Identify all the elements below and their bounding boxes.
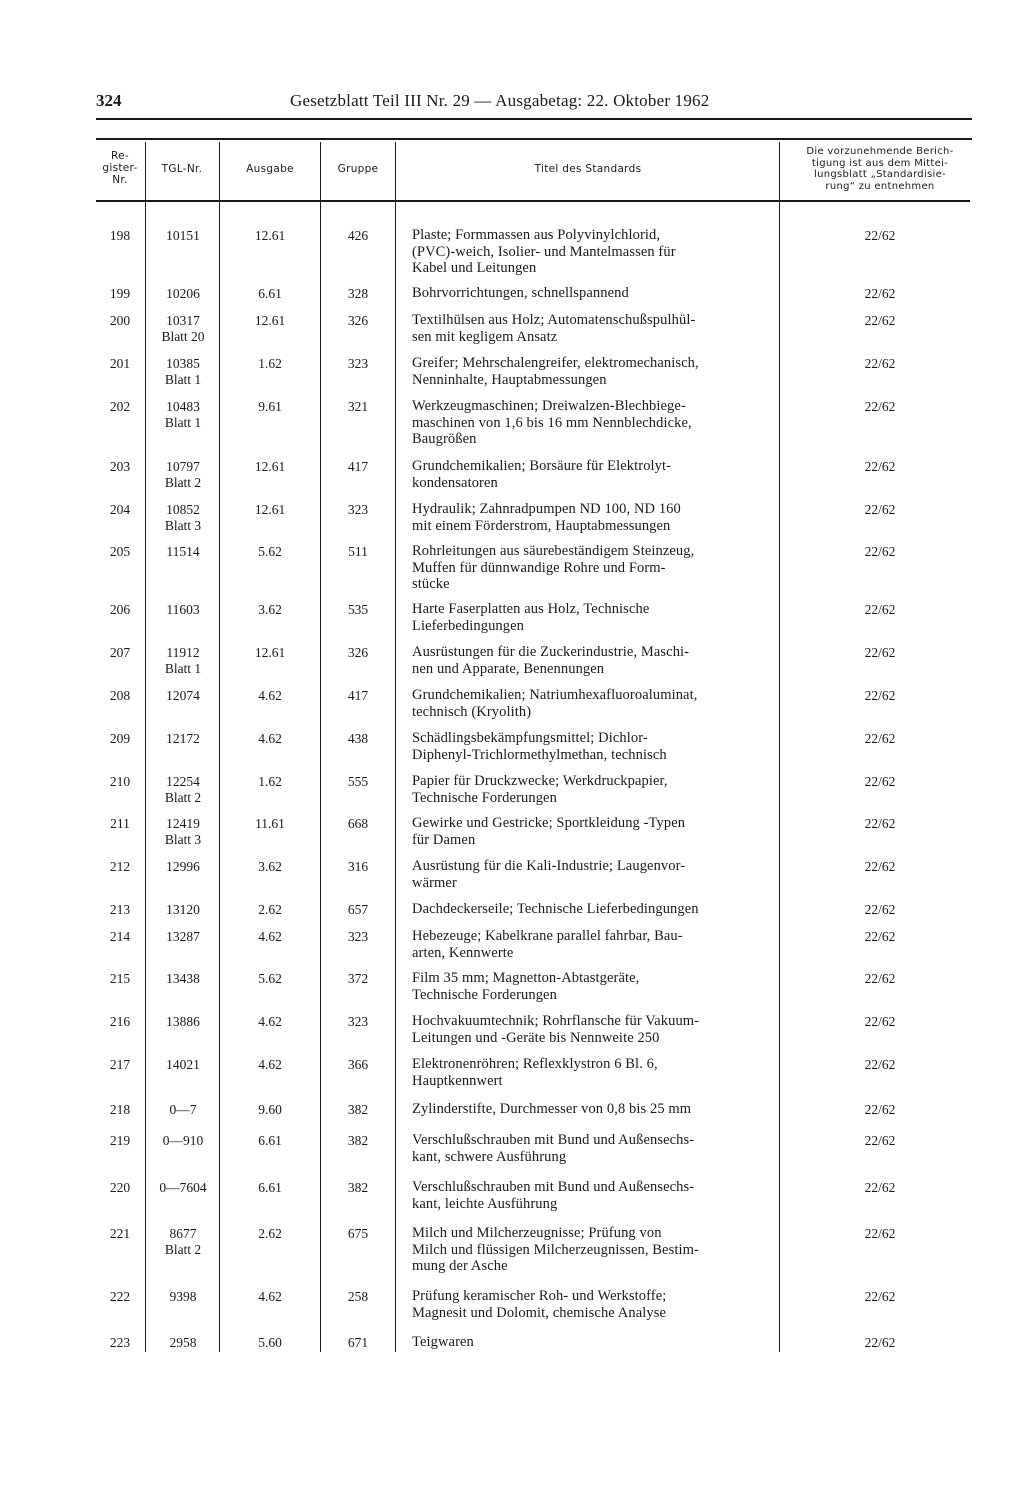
ausgabe: 1.62 xyxy=(258,356,282,371)
standard-title: Rohrleitungen aus säurebeständigem Steinzeug, Muffen für dünnwandige Rohre und Form- stücke xyxy=(412,543,695,592)
gruppe: 535 xyxy=(347,602,369,617)
standard-title: Werkzeugmaschinen; Dreiwalzen-Blechbiege- maschinen von 1,6 bis 16 mm Nennblechdicke, Baugrößen xyxy=(412,398,692,447)
gruppe: 511 xyxy=(348,544,368,559)
tgl-number: 0—7604 xyxy=(159,1180,207,1195)
berichtigung: 22/62 xyxy=(864,859,896,874)
berichtigung: 22/62 xyxy=(864,902,896,917)
register-number: 198 xyxy=(109,228,131,243)
berichtigung: 22/62 xyxy=(864,1335,896,1350)
register-number: 222 xyxy=(109,1289,131,1304)
ausgabe: 5.62 xyxy=(258,544,282,559)
ausgabe: 4.62 xyxy=(258,1014,282,1029)
register-number: 202 xyxy=(109,399,131,414)
column-divider xyxy=(219,142,220,1352)
table-header-bottom-rule xyxy=(96,200,970,202)
ausgabe: 12.61 xyxy=(254,459,286,474)
standard-title: Verschlußschrauben mit Bund und Außensechs- kant, leichte Ausführung xyxy=(412,1179,695,1212)
register-number: 223 xyxy=(109,1335,131,1350)
tgl-number: 10317 Blatt 20 xyxy=(161,313,205,344)
ausgabe: 5.62 xyxy=(258,971,282,986)
ausgabe: 9.60 xyxy=(258,1102,282,1117)
standard-title: Harte Faserplatten aus Holz, Technische Lieferbedingungen xyxy=(412,601,650,634)
register-number: 215 xyxy=(109,971,131,986)
register-number: 210 xyxy=(109,774,131,789)
tgl-number: 10385 Blatt 1 xyxy=(164,356,202,387)
tgl-number: 10206 xyxy=(166,286,200,301)
register-number: 209 xyxy=(109,731,131,746)
berichtigung: 22/62 xyxy=(864,774,896,789)
standard-title: Zylinderstifte, Durchmesser von 0,8 bis 25 mm xyxy=(412,1101,692,1117)
gruppe: 316 xyxy=(347,859,369,874)
standard-title: Schädlingsbekämpfungsmittel; Dichlor- Diphenyl-Trichlormethylmethan, technisch xyxy=(412,730,667,763)
register-number: 206 xyxy=(109,602,131,617)
berichtigung: 22/62 xyxy=(864,816,896,831)
standard-title: Hydraulik; Zahnradpumpen ND 100, ND 160 mit einem Förderstrom, Hauptabmessungen xyxy=(412,501,681,534)
standard-title: Plaste; Formmassen aus Polyvinylchlorid, (PVC)-weich, Isolier- und Mantelmassen für Kabel und Leitungen xyxy=(412,227,676,276)
berichtigung: 22/62 xyxy=(864,313,896,328)
ausgabe: 11.61 xyxy=(255,816,285,831)
table-header-top-rule xyxy=(96,138,972,140)
gruppe: 382 xyxy=(347,1133,369,1148)
column-divider xyxy=(145,142,146,1352)
standard-title: Film 35 mm; Magnetton-Abtastgeräte, Technische Forderungen xyxy=(412,970,640,1003)
ausgabe: 4.62 xyxy=(258,1057,282,1072)
ausgabe: 4.62 xyxy=(258,688,282,703)
ausgabe: 3.62 xyxy=(258,859,282,874)
tgl-number: 14021 xyxy=(166,1057,200,1072)
register-number: 216 xyxy=(109,1014,131,1029)
gruppe: 671 xyxy=(347,1335,369,1350)
gruppe: 438 xyxy=(347,731,369,746)
tgl-number: 13438 xyxy=(166,971,200,986)
ausgabe: 12.61 xyxy=(254,645,286,660)
gruppe: 323 xyxy=(347,929,369,944)
standard-title: Gewirke und Gestricke; Sportkleidung -Typen für Damen xyxy=(412,815,686,848)
ausgabe: 12.61 xyxy=(254,502,286,517)
ausgabe: 3.62 xyxy=(258,602,282,617)
register-number: 219 xyxy=(109,1133,131,1148)
standard-title: Bohrvorrichtungen, schnellspannend xyxy=(412,285,629,301)
berichtigung: 22/62 xyxy=(864,1289,896,1304)
berichtigung: 22/62 xyxy=(864,1014,896,1029)
berichtigung: 22/62 xyxy=(864,731,896,746)
tgl-number: 12074 xyxy=(166,688,200,703)
berichtigung: 22/62 xyxy=(864,356,896,371)
tgl-number: 11912 Blatt 1 xyxy=(164,645,202,676)
berichtigung: 22/62 xyxy=(864,602,896,617)
standard-title: Hochvakuumtechnik; Rohrflansche für Vakuum- Leitungen und -Geräte bis Nennweite 250 xyxy=(412,1013,700,1046)
top-rule xyxy=(96,118,972,120)
berichtigung: 22/62 xyxy=(864,1133,896,1148)
berichtigung: 22/62 xyxy=(864,1226,896,1241)
tgl-number: 2958 xyxy=(169,1335,197,1350)
ausgabe: 4.62 xyxy=(258,1289,282,1304)
standard-title: Greifer; Mehrschalengreifer, elektromechanisch, Nenninhalte, Hauptabmessungen xyxy=(412,355,699,388)
ausgabe: 6.61 xyxy=(258,1180,282,1195)
standard-title: Teigwaren xyxy=(412,1334,474,1350)
standard-title: Papier für Druckzwecke; Werkdruckpapier, Technische Forderungen xyxy=(412,773,668,806)
ausgabe: 6.61 xyxy=(258,286,282,301)
gruppe: 675 xyxy=(347,1226,369,1241)
berichtigung: 22/62 xyxy=(864,399,896,414)
berichtigung: 22/62 xyxy=(864,286,896,301)
ausgabe: 6.61 xyxy=(258,1133,282,1148)
register-number: 200 xyxy=(109,313,131,328)
gruppe: 372 xyxy=(347,971,369,986)
gruppe: 555 xyxy=(347,774,369,789)
berichtigung: 22/62 xyxy=(864,971,896,986)
ausgabe: 5.60 xyxy=(258,1335,282,1350)
register-number: 217 xyxy=(109,1057,131,1072)
berichtigung: 22/62 xyxy=(864,1180,896,1195)
register-number: 199 xyxy=(109,286,131,301)
ausgabe: 2.62 xyxy=(258,1226,282,1241)
berichtigung: 22/62 xyxy=(864,645,896,660)
header-gruppe: Gruppe xyxy=(337,163,379,175)
standard-title: Milch und Milcherzeugnisse; Prüfung von Milch und flüssigen Milcherzeugnissen, Bestim- mung der Asche xyxy=(412,1225,699,1274)
ausgabe: 9.61 xyxy=(258,399,282,414)
berichtigung: 22/62 xyxy=(864,502,896,517)
register-number: 214 xyxy=(109,929,131,944)
ausgabe: 1.62 xyxy=(258,774,282,789)
column-divider xyxy=(395,142,396,1352)
gruppe: 426 xyxy=(347,228,369,243)
register-number: 218 xyxy=(109,1102,131,1117)
standard-title: Dachdeckerseile; Technische Lieferbedingungen xyxy=(412,901,699,917)
tgl-number: 13287 xyxy=(166,929,200,944)
gruppe: 668 xyxy=(347,816,369,831)
tgl-number: 9398 xyxy=(169,1289,197,1304)
berichtigung: 22/62 xyxy=(864,929,896,944)
register-number: 211 xyxy=(110,816,130,831)
gruppe: 382 xyxy=(347,1102,369,1117)
tgl-number: 8677 Blatt 2 xyxy=(164,1226,202,1257)
register-number: 212 xyxy=(109,859,131,874)
ausgabe: 2.62 xyxy=(258,902,282,917)
gruppe: 323 xyxy=(347,502,369,517)
standard-title: Ausrüstungen für die Zuckerindustrie, Maschi- nen und Apparate, Benennungen xyxy=(412,644,690,677)
header-ausgabe: Ausgabe xyxy=(246,163,294,175)
tgl-number: 0—910 xyxy=(162,1133,204,1148)
register-number: 203 xyxy=(109,459,131,474)
standard-title: Verschlußschrauben mit Bund und Außensechs- kant, schwere Ausführung xyxy=(412,1132,695,1165)
tgl-number: 10852 Blatt 3 xyxy=(164,502,202,533)
gruppe: 258 xyxy=(347,1289,369,1304)
gruppe: 657 xyxy=(347,902,369,917)
gruppe: 382 xyxy=(347,1180,369,1195)
standard-title: Hebezeuge; Kabelkrane parallel fahrbar, Bau- arten, Kennwerte xyxy=(412,928,683,961)
ausgabe: 12.61 xyxy=(254,313,286,328)
gruppe: 366 xyxy=(347,1057,369,1072)
berichtigung: 22/62 xyxy=(864,544,896,559)
register-number: 205 xyxy=(109,544,131,559)
gruppe: 321 xyxy=(347,399,369,414)
header-berichtigung: Die vorzunehmende Berich- tigung ist aus dem Mittei- lungsblatt „Standardisie- rung“ zu entnehmen xyxy=(806,146,954,192)
tgl-number: 10483 Blatt 1 xyxy=(164,399,202,430)
gruppe: 417 xyxy=(347,688,369,703)
berichtigung: 22/62 xyxy=(864,688,896,703)
tgl-number: 12419 Blatt 3 xyxy=(164,816,202,847)
gruppe: 323 xyxy=(347,356,369,371)
register-number: 201 xyxy=(109,356,131,371)
standard-title: Prüfung keramischer Roh- und Werkstoffe; Magnesit und Dolomit, chemische Analyse xyxy=(412,1288,667,1321)
ausgabe: 4.62 xyxy=(258,929,282,944)
tgl-number: 10797 Blatt 2 xyxy=(164,459,202,490)
page-number: 324 xyxy=(96,91,122,110)
standard-title: Elektronenröhren; Reflexklystron 6 Bl. 6, Hauptkennwert xyxy=(412,1056,658,1089)
ausgabe: 4.62 xyxy=(258,731,282,746)
standard-title: Textilhülsen aus Holz; Automatenschußspulhül- sen mit kegligem Ansatz xyxy=(412,312,696,345)
ausgabe: 12.61 xyxy=(254,228,286,243)
berichtigung: 22/62 xyxy=(864,1057,896,1072)
gruppe: 323 xyxy=(347,1014,369,1029)
register-number: 204 xyxy=(109,502,131,517)
register-number: 220 xyxy=(109,1180,131,1195)
berichtigung: 22/62 xyxy=(864,228,896,243)
standard-title: Grundchemikalien; Natriumhexafluoroaluminat, technisch (Kryolith) xyxy=(412,687,698,720)
header-register: Re- gister- Nr. xyxy=(102,150,138,186)
header-titel: Titel des Standards xyxy=(534,163,642,175)
standard-title: Ausrüstung für die Kali-Industrie; Laugenvor- wärmer xyxy=(412,858,686,891)
tgl-number: 12172 xyxy=(166,731,200,746)
tgl-number: 11603 xyxy=(166,602,200,617)
running-head: Gesetzblatt Teil III Nr. 29 — Ausgabetag: 22. Oktober 1962 xyxy=(290,91,710,110)
register-number: 208 xyxy=(109,688,131,703)
register-number: 207 xyxy=(109,645,131,660)
berichtigung: 22/62 xyxy=(864,1102,896,1117)
register-number: 213 xyxy=(109,902,131,917)
tgl-number: 10151 xyxy=(166,228,200,243)
standard-title: Grundchemikalien; Borsäure für Elektrolyt- kondensatoren xyxy=(412,458,672,491)
register-number: 221 xyxy=(109,1226,131,1241)
tgl-number: 12254 Blatt 2 xyxy=(164,774,202,805)
gruppe: 328 xyxy=(347,286,369,301)
gruppe: 326 xyxy=(347,645,369,660)
tgl-number: 0—7 xyxy=(169,1102,197,1117)
gruppe: 417 xyxy=(347,459,369,474)
header-tgl: TGL-Nr. xyxy=(161,163,203,175)
tgl-number: 13886 xyxy=(166,1014,200,1029)
gruppe: 326 xyxy=(347,313,369,328)
column-divider xyxy=(320,142,321,1352)
tgl-number: 11514 xyxy=(166,544,200,559)
berichtigung: 22/62 xyxy=(864,459,896,474)
tgl-number: 12996 xyxy=(166,859,200,874)
tgl-number: 13120 xyxy=(166,902,200,917)
